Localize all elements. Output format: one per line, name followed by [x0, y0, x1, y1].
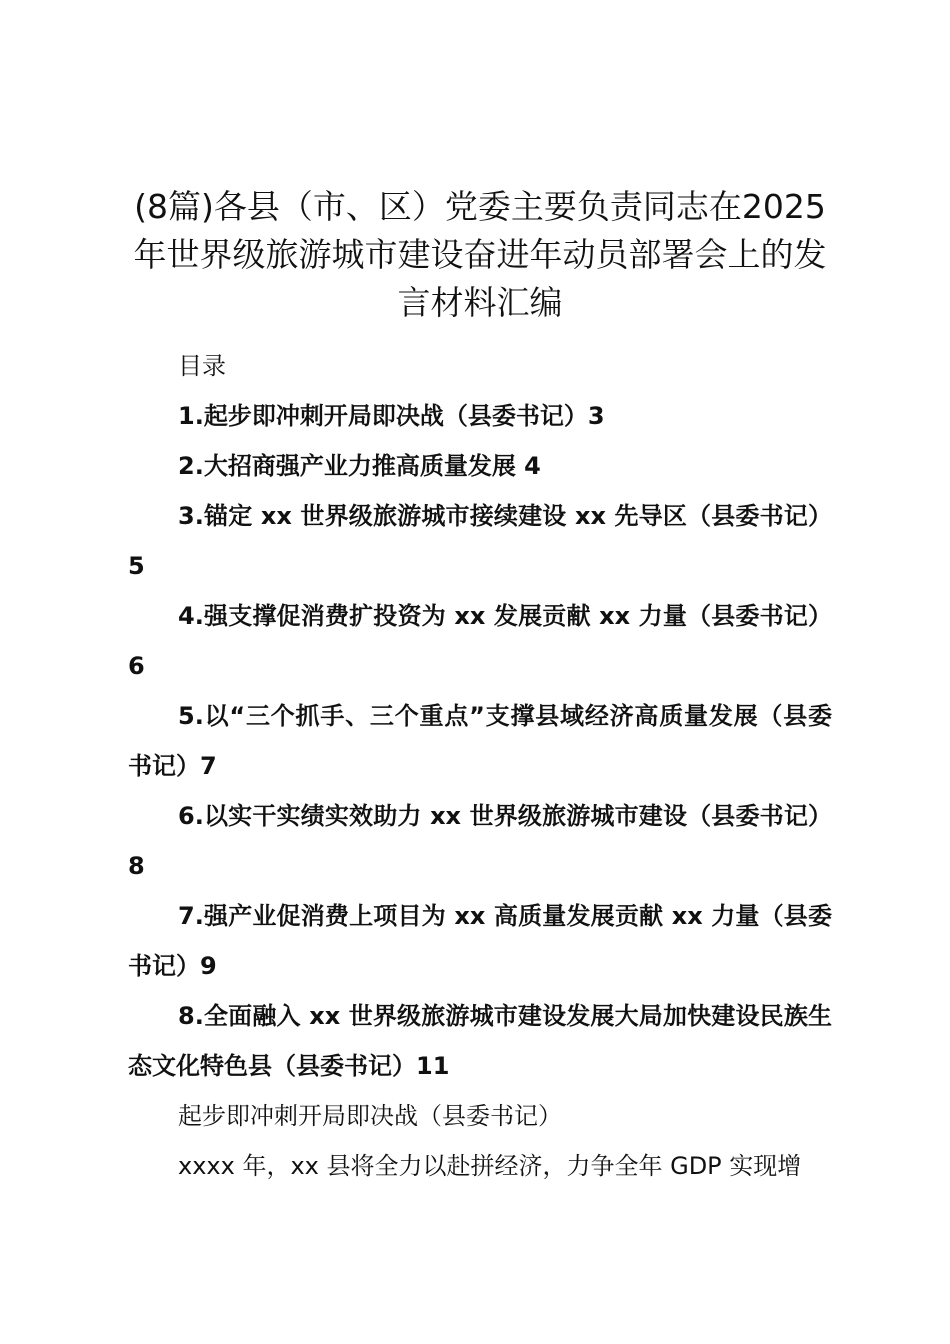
toc-item-8[interactable]: 8.全面融入 xx 世界级旅游城市建设发展大局加快建设民族生态文化特色县（县委书记）11 [128, 1002, 832, 1080]
table-of-contents [128, 391, 832, 1091]
toc-heading: 目录 [178, 352, 226, 380]
toc-item-5[interactable]: 5.以“三个抓手、三个重点”支撑县域经济高质量发展（县委书记）7 [128, 702, 832, 780]
body-paragraph: xxxx 年，xx 县将全力以赴拼经济，力争全年 GDP 实现增 [178, 1152, 802, 1180]
toc-item-2[interactable]: 2.大招商强产业力推高质量发展 4 [178, 452, 541, 480]
toc-item-3[interactable]: 3.锚定 xx 世界级旅游城市接续建设 xx 先导区（县委书记）5 [128, 502, 832, 580]
toc-item-1[interactable]: 1.起步即冲刺开局即决战（县委书记）3 [178, 402, 605, 430]
section-heading: 起步即冲刺开局即决战（县委书记） [178, 1102, 562, 1130]
toc-item-4[interactable]: 4.强支撑促消费扩投资为 xx 发展贡献 xx 力量（县委书记）6 [128, 602, 832, 680]
toc-item-7[interactable]: 7.强产业促消费上项目为 xx 高质量发展贡献 xx 力量（县委书记）9 [128, 902, 832, 980]
document-title: (8篇)各县（市、区）党委主要负责同志在2025年世界级旅游城市建设奋进年动员部署会上的发言材料汇编 [133, 187, 827, 322]
toc-item-6[interactable]: 6.以实干实绩实效助力 xx 世界级旅游城市建设（县委书记）8 [128, 802, 832, 880]
